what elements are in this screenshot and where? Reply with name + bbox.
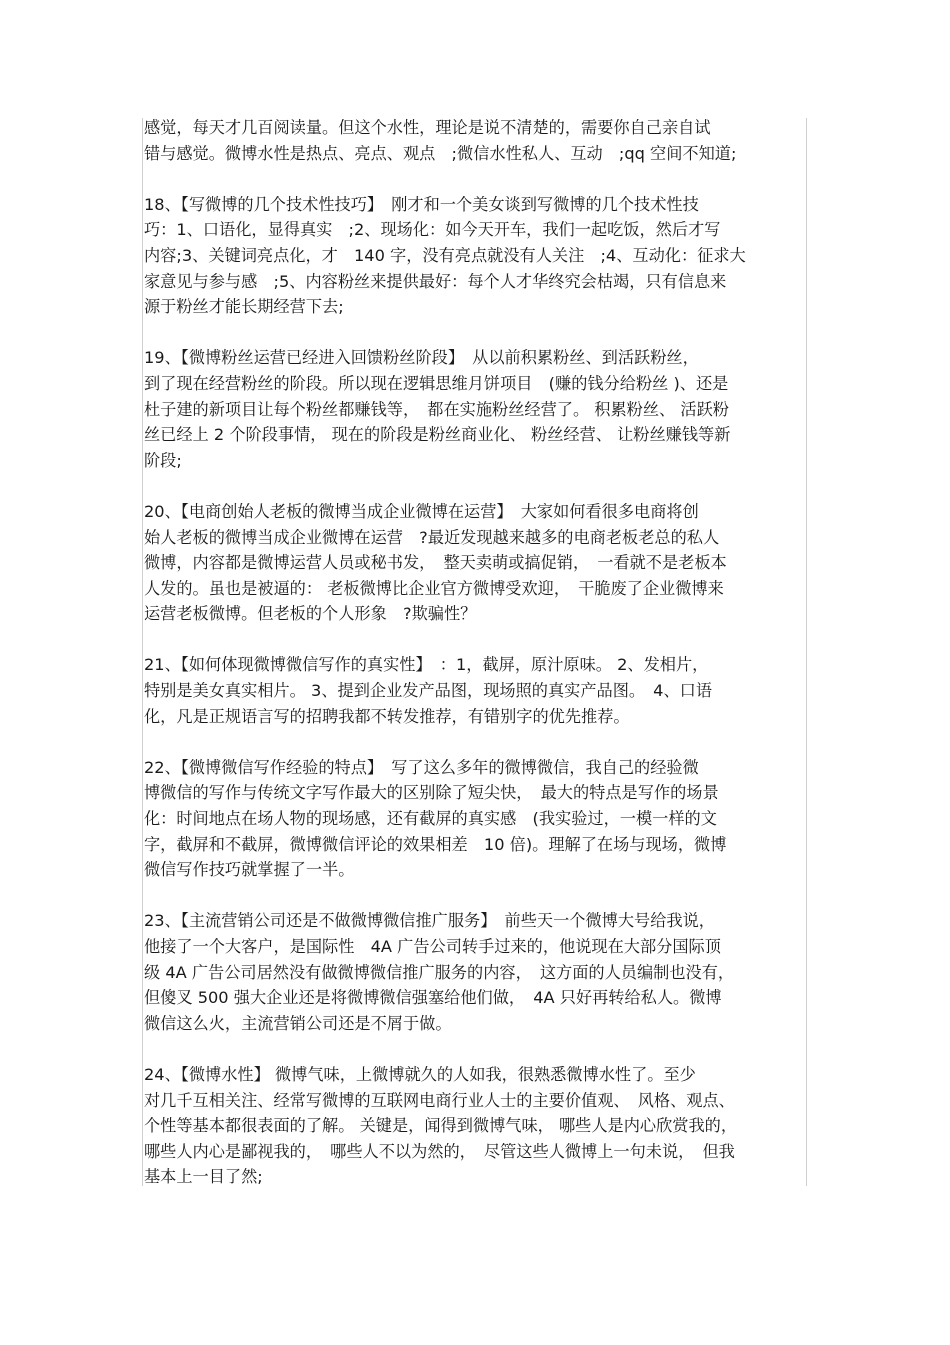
paragraph [144,908,806,1036]
page-border-left [142,118,143,1186]
text-line: 人发的。虽也是被逼的： 老板微博比企业官方微博受欢迎， 干脆废了企业微博来 [144,578,724,598]
text-line: 始人老板的微博当成企业微博在运营 ?最近发现越来越多的电商老板老总的私人 [144,527,720,547]
text-line: 杜子建的新项目让每个粉丝都赚钱等， 都在实施粉丝经营了。 积累粉丝、 活跃粉 [144,399,729,419]
text-line: 字，截屏和不截屏，微博微信评论的效果相差 10 倍)。理解了在场与现场，微博 [144,834,727,854]
text-line: 到了现在经营粉丝的阶段。所以现在逻辑思维月饼项目 (赚的钱分给粉丝 )、还是 [144,373,729,393]
text-line: 特别是美女真实相片。 3、提到企业发产品图，现场照的真实产品图。 4、口语 [144,681,713,701]
text-line: 哪些人内心是鄙视我的， 哪些人不以为然的， 尽管这些人微博上一句未说， 但我 [144,1141,735,1161]
paragraph [144,652,806,729]
text-line: 内容;3、关键词亮点化，才 140 字，没有亮点就没有人关注 ;4、互动化：征求大 [144,245,746,265]
paragraph [144,192,806,320]
page-border-right [806,118,807,1186]
text-line: 级 4A 广告公司居然没有做微博微信推广服务的内容， 这方面的人员编制也没有， [144,962,735,982]
text-line: 丝已经上 2 个阶段事情， 现在的阶段是粉丝商业化、 粉丝经营、 让粉丝赚钱等新 [144,425,731,445]
text-line: 微信写作技巧就掌握了一半。 [144,860,355,880]
text-line: 化，凡是正规语言写的招聘我都不转发推荐，有错别字的优先推荐。 [144,706,630,726]
text-line: 18、【写微博的几个技术性技巧】 刚才和一个美女谈到写微博的几个技术性技 [144,194,699,214]
paragraph [144,115,806,166]
text-line: 巧：1、口语化，显得真实 ;2、现场化：如今天开车，我们一起吃饭，然后才写 [144,220,721,240]
paragraph [144,1062,806,1190]
text-line: 22、【微博微信写作经验的特点】 写了这么多年的微博微信，我自己的经验微 [144,757,699,777]
text-line: 错与感觉。微博水性是热点、亮点、观点 ;微信水性私人、互动 ;qq 空间不知道; [144,143,737,163]
text-line: 21、【如何体现微博微信写作的真实性】 ：1，截屏，原汁原味。 2、发相片， [144,655,709,675]
paragraph [144,755,806,883]
paragraph [144,499,806,627]
text-line: 他接了一个大客户，是国际性 4A 广告公司转手过来的，他说现在大部分国际顶 [144,937,721,956]
text-line: 博微信的写作与传统文字写作最大的区别除了短尖快， 最大的特点是写作的场景 [144,783,719,803]
text-line: 24、【微博水性】 微博气味，上微博就久的人如我，很熟悉微博水性了。至少 [144,1064,696,1084]
text-line: 23、【主流营销公司还是不做微博微信推广服务】 前些天一个微博大号给我说， [144,911,715,931]
text-line: 微信这么火，主流营销公司还是不屑于做。 [144,1013,452,1033]
text-line: 对几千互相关注、经常写微博的互联网电商行业人士的主要价值观、 风格、观点、 [144,1090,735,1110]
text-line: 运营老板微博。但老板的个人形象 ?欺骗性？ [144,604,477,624]
text-line: 感觉，每天才几百阅读量。但这个水性，理论是说不清楚的，需要你自己亲自试 [144,118,711,137]
text-line: 源于粉丝才能长期经营下去; [144,297,344,317]
text-line: 19、【微博粉丝运营已经进入回馈粉丝阶段】 从以前积累粉丝、到活跃粉丝， [144,348,699,368]
text-line: 微博，内容都是微博运营人员或秘书发， 整天卖萌或搞促销， 一看就不是老板本 [144,553,727,573]
text-line: 化：时间地点在场人物的现场感，还有截屏的真实感 (我实验过，一模一样的文 [144,809,717,829]
text-line: 但傻叉 500 强大企业还是将微博微信强塞给他们做， 4A 只好再转给私人。微博 [144,988,722,1008]
text-line: 个性等基本都很表面的了解。 关键是，闻得到微博气味， 哪些人是内心欣赏我的， [144,1116,738,1136]
text-line: 20、【电商创始人老板的微博当成企业微博在运营】 大家如何看很多电商将创 [144,501,699,521]
text-line: 基本上一目了然; [144,1167,263,1187]
document-body [144,115,806,1216]
paragraph [144,345,806,473]
text-line: 阶段; [144,450,182,470]
text-line: 家意见与参与感 ;5、内容粉丝来提供最好：每个人才华终究会枯竭，只有信息来 [144,271,727,291]
